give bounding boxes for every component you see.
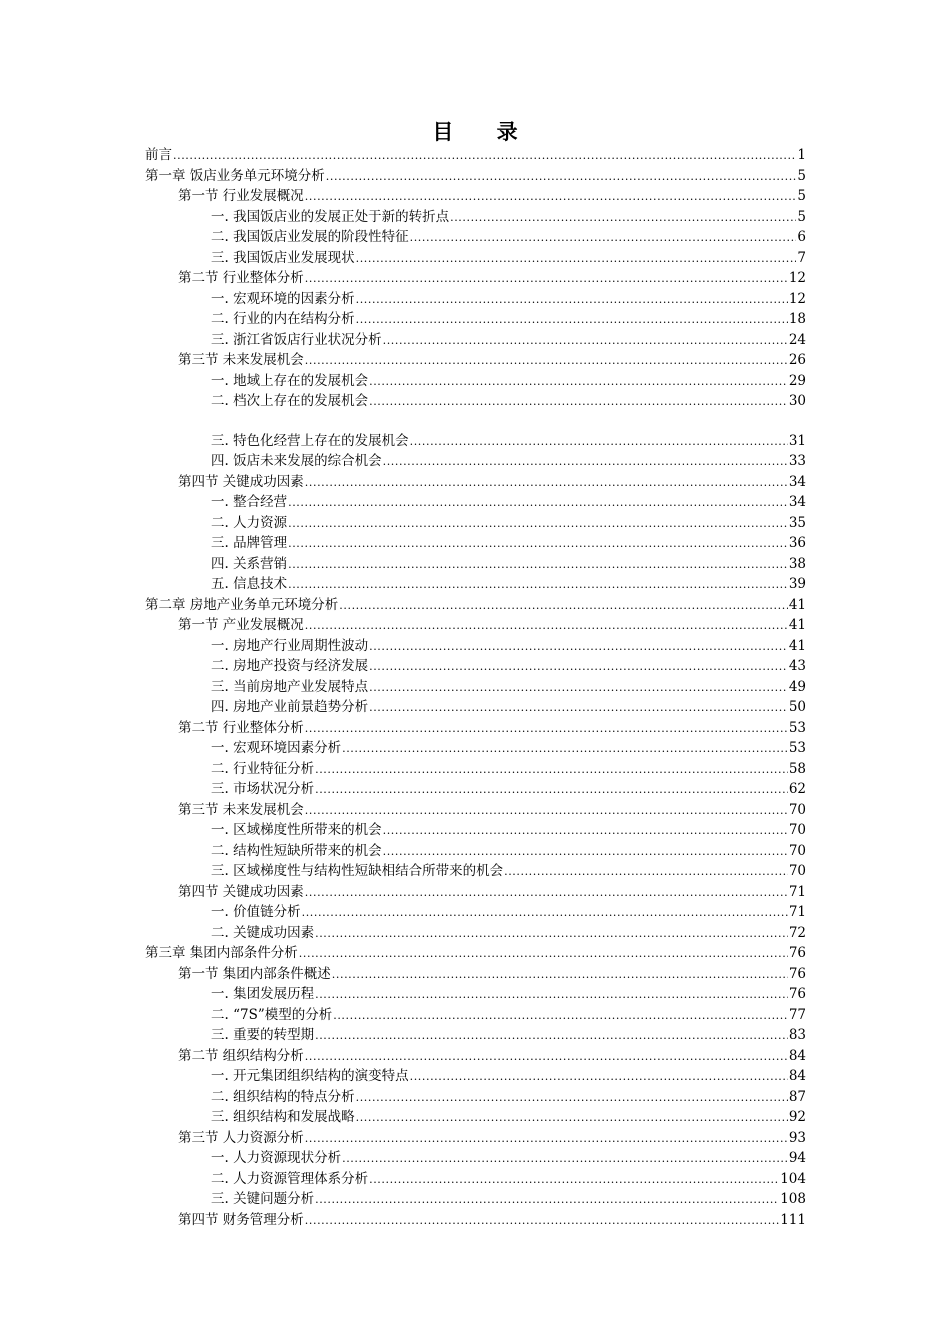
toc-entry-text: 一. 宏观环境因素分析 <box>211 740 342 756</box>
toc-entry-page-number: 30 <box>788 393 806 409</box>
toc-entry[interactable] <box>145 1046 806 1067</box>
toc-dot-leader <box>326 167 797 187</box>
toc-dot-leader <box>288 575 788 595</box>
toc-entry-page-number: 71 <box>788 883 806 900</box>
toc-entry-text: 第一节 行业发展概况 <box>178 188 304 204</box>
toc-dot-leader <box>302 903 788 923</box>
toc-entry-page-number: 104 <box>780 1170 806 1187</box>
toc-entry[interactable] <box>145 738 806 759</box>
toc-entry-text: 第一节 产业发展概况 <box>178 617 304 633</box>
toc-entry[interactable] <box>145 984 806 1005</box>
toc-list <box>145 145 806 1230</box>
toc-entry-text: 一. 集团发展历程 <box>211 986 315 1002</box>
toc-dot-leader <box>369 1170 779 1190</box>
toc-entry-text: 三. 市场状况分析 <box>211 781 315 797</box>
toc-entry[interactable] <box>145 861 806 882</box>
toc-entry-page-number: 84 <box>788 1047 806 1064</box>
toc-entry[interactable] <box>145 145 806 166</box>
toc-entry[interactable] <box>145 1107 806 1128</box>
toc-entry-page-number: 76 <box>788 945 806 961</box>
toc-dot-leader <box>288 514 788 534</box>
toc-entry[interactable] <box>145 431 806 452</box>
toc-entry[interactable] <box>145 882 806 903</box>
toc-entry-text: 三. 区域梯度性与结构性短缺相结合所带来的机会 <box>211 863 504 879</box>
toc-dot-leader <box>288 534 788 554</box>
toc-dot-leader <box>288 493 788 513</box>
toc-entry[interactable] <box>145 1210 806 1231</box>
toc-entry-page-number: 34 <box>788 473 806 490</box>
toc-dot-leader <box>315 1190 779 1210</box>
toc-entry-text: 一. 我国饭店业的发展正处于新的转折点 <box>211 208 450 225</box>
toc-entry[interactable] <box>145 1066 806 1087</box>
toc-entry-text: 三. 组织结构和发展战略 <box>211 1109 355 1125</box>
toc-entry-text: 三. 关键问题分析 <box>211 1191 315 1207</box>
toc-dot-leader <box>305 1129 788 1149</box>
toc-entry-page-number: 87 <box>788 1088 806 1105</box>
toc-entry-page-number: 34 <box>788 494 806 510</box>
toc-entry-text: 一. 区域梯度性所带来的机会 <box>211 822 382 838</box>
toc-entry[interactable] <box>145 574 806 595</box>
toc-entry-text: 第三节 未来发展机会 <box>178 801 304 818</box>
toc-entry[interactable] <box>145 1087 806 1108</box>
toc-entry-page-number: 53 <box>788 740 806 756</box>
toc-entry-page-number: 33 <box>788 453 806 469</box>
toc-entry[interactable] <box>145 186 806 207</box>
toc-entry[interactable] <box>145 779 806 800</box>
toc-dot-leader <box>504 862 788 882</box>
toc-dot-leader <box>342 1149 788 1169</box>
toc-entry[interactable] <box>145 1148 806 1169</box>
toc-entry[interactable] <box>145 166 806 187</box>
toc-entry[interactable] <box>145 554 806 575</box>
toc-dot-leader <box>383 452 788 472</box>
toc-entry-page-number: 76 <box>788 986 806 1002</box>
toc-entry-page-number: 5 <box>797 188 806 204</box>
toc-dot-leader <box>383 821 788 841</box>
toc-entry-page-number: 58 <box>788 760 806 777</box>
toc-entry-page-number: 41 <box>788 596 806 613</box>
toc-dot-leader <box>332 965 788 985</box>
toc-entry-text: 三. 我国饭店业发展现状 <box>211 249 355 266</box>
toc-entry-page-number: 43 <box>788 658 806 674</box>
toc-entry-text: 三. 重要的转型期 <box>211 1027 315 1043</box>
toc-entry-text: 一. 宏观环境的因素分析 <box>211 290 355 307</box>
toc-entry-page-number: 62 <box>788 781 806 797</box>
toc-entry-page-number: 77 <box>788 1006 806 1023</box>
toc-entry-text: 第一节 集团内部条件概述 <box>178 965 331 982</box>
toc-entry[interactable] <box>145 268 806 289</box>
toc-entry[interactable] <box>145 533 806 554</box>
toc-entry-page-number: 76 <box>788 965 806 982</box>
toc-entry-text: 二. 人力资源 <box>211 514 288 531</box>
toc-entry[interactable] <box>145 207 806 228</box>
toc-dot-leader <box>369 657 788 677</box>
toc-entry-page-number: 49 <box>788 678 806 695</box>
toc-entry-page-number: 71 <box>788 904 806 920</box>
toc-dot-leader <box>369 392 788 412</box>
toc-entry-page-number: 83 <box>788 1027 806 1043</box>
toc-entry-page-number: 108 <box>780 1191 806 1207</box>
toc-entry-text: 第四节 财务管理分析 <box>178 1211 304 1228</box>
toc-entry-text: 三. 浙江省饭店行业状况分析 <box>211 331 382 348</box>
toc-entry[interactable] <box>145 391 806 412</box>
toc-dot-leader <box>305 351 788 371</box>
toc-entry-text: 三. 品牌管理 <box>211 535 288 551</box>
toc-entry-text: 二. 人力资源管理体系分析 <box>211 1170 369 1187</box>
toc-dot-leader <box>369 637 788 657</box>
toc-entry-text: 三. 特色化经营上存在的发展机会 <box>211 432 409 449</box>
toc-entry-page-number: 35 <box>788 514 806 531</box>
toc-dot-leader <box>369 678 788 698</box>
toc-entry-text: 四. 房地产业前景趋势分析 <box>211 699 369 715</box>
toc-entry-text: 二. 组织结构的特点分析 <box>211 1088 355 1105</box>
toc-entry-page-number: 38 <box>788 555 806 572</box>
toc-entry-page-number: 41 <box>788 617 806 633</box>
toc-entry-page-number: 12 <box>788 270 806 286</box>
toc-entry[interactable] <box>145 248 806 269</box>
toc-dot-leader <box>305 719 788 739</box>
toc-dot-leader <box>383 842 788 862</box>
toc-entry[interactable] <box>145 820 806 841</box>
toc-entry-page-number: 18 <box>788 311 806 327</box>
toc-dot-leader <box>305 269 788 289</box>
toc-dot-leader <box>315 760 788 780</box>
toc-entry-page-number: 70 <box>788 801 806 818</box>
toc-entry-page-number: 53 <box>788 719 806 736</box>
toc-entry[interactable] <box>145 697 806 718</box>
toc-entry-text: 一. 地域上存在的发展机会 <box>211 372 369 389</box>
toc-dot-leader <box>410 228 797 248</box>
toc-dot-leader <box>305 187 797 207</box>
toc-dot-leader <box>369 698 788 718</box>
toc-entry[interactable] <box>145 472 806 493</box>
toc-entry-text: 一. 整合经营 <box>211 494 288 510</box>
toc-entry[interactable] <box>145 227 806 248</box>
toc-entry-text: 二. 行业的内在结构分析 <box>211 311 355 327</box>
toc-dot-leader <box>369 372 788 392</box>
toc-entry-page-number: 111 <box>780 1211 806 1228</box>
toc-dot-leader <box>342 739 788 759</box>
toc-entry-page-number: 93 <box>788 1129 806 1146</box>
toc-entry[interactable] <box>145 841 806 862</box>
toc-dot-leader <box>305 883 788 903</box>
toc-entry-page-number: 92 <box>788 1109 806 1125</box>
toc-dot-leader <box>356 310 788 330</box>
toc-entry[interactable] <box>145 595 806 616</box>
toc-dot-leader <box>356 290 788 310</box>
toc-dot-leader <box>339 596 788 616</box>
toc-dot-leader <box>410 1067 788 1087</box>
toc-entry[interactable] <box>145 1189 806 1210</box>
toc-entry[interactable] <box>145 615 806 636</box>
toc-entry-page-number: 7 <box>797 249 806 266</box>
toc-dot-leader <box>315 780 788 800</box>
toc-entry-text: 二. 房地产投资与经济发展 <box>211 658 369 674</box>
toc-entry-page-number: 70 <box>788 842 806 859</box>
toc-entry-text: 三. 当前房地产业发展特点 <box>211 678 369 695</box>
toc-entry[interactable] <box>145 923 806 944</box>
toc-entry-text: 第二节 行业整体分析 <box>178 719 304 736</box>
toc-entry-page-number: 5 <box>797 208 806 225</box>
toc-entry-page-number: 84 <box>788 1068 806 1084</box>
toc-entry[interactable] <box>145 964 806 985</box>
toc-entry-page-number: 6 <box>797 229 806 245</box>
toc-entry[interactable] <box>145 513 806 534</box>
toc-entry-text: 第三节 人力资源分析 <box>178 1129 304 1146</box>
toc-entry-page-number: 41 <box>788 637 806 654</box>
toc-entry-page-number: 70 <box>788 863 806 879</box>
toc-entry-page-number: 31 <box>788 432 806 449</box>
toc-entry-page-number: 50 <box>788 699 806 715</box>
toc-dot-leader <box>305 616 788 636</box>
toc-dot-leader <box>383 331 788 351</box>
toc-entry-text: 二. 行业特征分析 <box>211 760 315 777</box>
toc-entry[interactable] <box>145 350 806 371</box>
toc-dot-leader <box>356 1088 788 1108</box>
toc-entry-text: 一. 开元集团组织结构的演变特点 <box>211 1068 409 1084</box>
toc-dot-leader <box>305 473 788 493</box>
toc-entry-page-number: 24 <box>788 331 806 348</box>
toc-dot-leader <box>410 432 788 452</box>
toc-entry[interactable] <box>145 330 806 351</box>
toc-entry[interactable] <box>145 718 806 739</box>
toc-entry[interactable] <box>145 636 806 657</box>
toc-entry[interactable] <box>145 1128 806 1149</box>
toc-dot-leader <box>299 944 788 964</box>
toc-entry[interactable] <box>145 1169 806 1190</box>
toc-dot-leader <box>356 249 797 269</box>
toc-dot-leader <box>356 1108 788 1128</box>
toc-entry-text: 一. 价值链分析 <box>211 904 301 920</box>
toc-entry-page-number: 94 <box>788 1150 806 1166</box>
toc-entry-text: 一. 房地产行业周期性波动 <box>211 637 369 654</box>
toc-entry-text: 四. 关系营销 <box>211 555 288 572</box>
toc-entry-text: 二. “7S”模型的分析 <box>211 1006 333 1023</box>
toc-dot-leader <box>305 1211 779 1231</box>
toc-entry-page-number: 70 <box>788 822 806 838</box>
toc-entry-text: 二. 关键成功因素 <box>211 924 315 941</box>
toc-entry[interactable] <box>145 289 806 310</box>
toc-entry-text: 二. 结构性短缺所带来的机会 <box>211 842 382 859</box>
toc-entry-page-number: 12 <box>788 290 806 307</box>
toc-entry-text: 二. 我国饭店业发展的阶段性特征 <box>211 229 409 245</box>
toc-entry-text: 一. 人力资源现状分析 <box>211 1150 342 1166</box>
toc-title: 目 录 <box>432 120 536 144</box>
toc-entry[interactable] <box>145 677 806 698</box>
toc-entry[interactable] <box>145 492 806 513</box>
toc-entry-text: 第二节 行业整体分析 <box>178 270 304 286</box>
toc-entry[interactable] <box>145 1025 806 1046</box>
toc-dot-leader <box>315 985 788 1005</box>
toc-entry[interactable] <box>145 943 806 964</box>
toc-dot-leader <box>315 924 788 944</box>
toc-entry-page-number: 36 <box>788 535 806 551</box>
toc-entry-page-number: 39 <box>788 576 806 592</box>
toc-entry-page-number: 1 <box>797 147 806 163</box>
toc-entry-text: 第二章 房地产业务单元环境分析 <box>145 596 339 613</box>
toc-dot-leader <box>305 1047 788 1067</box>
toc-entry-text: 前言 <box>145 147 172 163</box>
toc-entry-page-number: 5 <box>797 167 806 184</box>
toc-dot-leader <box>450 208 796 228</box>
toc-entry-page-number: 72 <box>788 924 806 941</box>
toc-entry-text: 二. 档次上存在的发展机会 <box>211 393 369 409</box>
toc-entry[interactable] <box>145 371 806 392</box>
toc-entry-text: 第四节 关键成功因素 <box>178 473 304 490</box>
toc-entry[interactable] <box>145 800 806 821</box>
toc-dot-leader <box>305 801 788 821</box>
toc-entry[interactable] <box>145 656 806 677</box>
toc-dot-leader <box>288 555 788 575</box>
toc-entry[interactable] <box>145 309 806 330</box>
toc-entry-text: 第三节 未来发展机会 <box>178 352 304 368</box>
toc-entry-text: 四. 饭店未来发展的综合机会 <box>211 453 382 469</box>
toc-entry[interactable] <box>145 759 806 780</box>
toc-entry[interactable] <box>145 451 806 472</box>
toc-entry-text: 第二节 组织结构分析 <box>178 1047 304 1064</box>
toc-entry-text: 第一章 饭店业务单元环境分析 <box>145 167 325 184</box>
toc-dot-leader <box>315 1026 788 1046</box>
toc-entry-text: 五. 信息技术 <box>211 576 288 592</box>
toc-entry-text: 第四节 关键成功因素 <box>178 883 304 900</box>
toc-dot-leader <box>173 146 796 166</box>
toc-entry[interactable] <box>145 1005 806 1026</box>
toc-entry[interactable] <box>145 902 806 923</box>
toc-dot-leader <box>333 1006 788 1026</box>
toc-entry-text: 第三章 集团内部条件分析 <box>145 945 298 961</box>
toc-entry-page-number: 26 <box>788 352 806 368</box>
toc-entry-page-number: 29 <box>788 372 806 389</box>
